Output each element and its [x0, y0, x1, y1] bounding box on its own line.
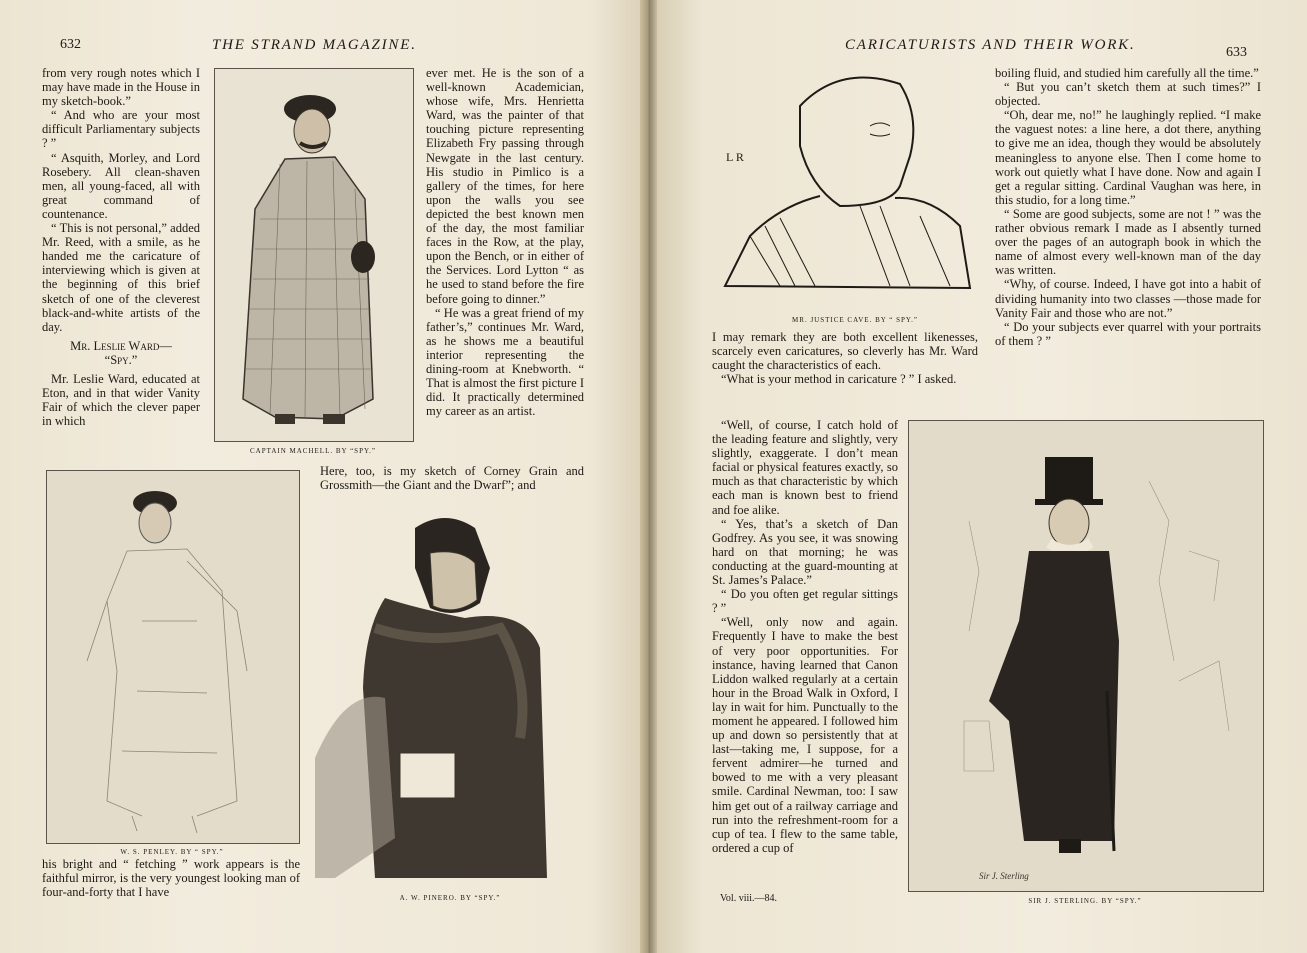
caption-justice-cave: MR. JUSTICE CAVE. BY “ SPY.” — [792, 316, 918, 324]
ws-penley-drawing — [47, 471, 299, 843]
paragraph: “ And who are your most difficult Parliamentary subjects ? ” — [42, 108, 200, 151]
paragraph: “Why, of course. Indeed, I have got into a habit of dividing humanity into two classes —those made for Vanity Fair and those who are not.” — [995, 277, 1261, 320]
paragraph: “ This is not personal,” added Mr. Reed, with a smile, as he handed me the caricature of interviewing which is given at the beginning of this brief sketch of one of the cleverest black-and-white artists of the day. — [42, 221, 200, 334]
paragraph: “ Yes, that’s a sketch of Dan Godfrey. As you see, it was snowing hard on that morning; he was conducting at the guard-mounting at St. James’s Palace.” — [712, 516, 898, 588]
paragraph: his bright and “ fetching ” work appears is the faithful mirror, is the very youngest looking man of four-and-forty that I have — [42, 857, 300, 900]
left-column-1 — [42, 66, 200, 428]
illustration-captain-machell — [214, 68, 414, 442]
left-wide-line — [320, 464, 584, 492]
illustration-sir-j-sterling — [908, 420, 1264, 892]
right-column-a — [712, 418, 898, 855]
justice-cave-drawing — [720, 66, 982, 312]
sir-j-sterling-drawing — [909, 421, 1263, 891]
caption-aw-pinero: A. W. PINERO. BY “SPY.” — [399, 894, 501, 902]
paragraph: “ Do your subjects ever quarrel with your portraits of them ? ” — [995, 319, 1261, 348]
paragraph: “Well, only now and again. Frequently I have to make the best of very poor opportunities. For instance, having learned that Canon Liddon walked regularly at a certain hour in the Broad Walk in Oxford, I lay in wait for him. Punctually to the moment he appeared. I followed him up and down so persistently that at last—taking me, I suppose, for a fervent admirer—he turned and bowed to me with a very pleasant smile. Cardinal Newman, too: I saw him get out of a railway carriage and run into the refreshment-room for a cup of tea. I flew to the same table, ordered a cup of — [712, 615, 898, 855]
illustration-ws-penley — [46, 470, 300, 844]
signature-mark: Vol. viii.—84. — [720, 893, 778, 904]
left-bottom-text — [42, 857, 300, 899]
caption-captain-machell: CAPTAIN MACHELL. BY “SPY.” — [250, 447, 376, 455]
svg-text:Sir J. Sterling: Sir J. Sterling — [979, 871, 1029, 881]
running-head-right: CARICATURISTS AND THEIR WORK. — [845, 37, 1136, 53]
paragraph: “ But you can’t sketch them at such times?” I objected. — [995, 80, 1261, 109]
running-head-left: THE STRAND MAGAZINE. — [212, 37, 417, 53]
paragraph: Here, too, is my sketch of Corney Grain and Grossmith—the Giant and the Dwarf”; and — [320, 464, 584, 493]
right-column-b — [995, 66, 1261, 348]
section-subhead — [42, 339, 200, 367]
svg-text:L R: L R — [726, 150, 744, 164]
paragraph: “ Asquith, Morley, and Lord Rosebery. All clean-shaven men, all young-faced, all with great command of countenance. — [42, 150, 200, 221]
right-column-a-top — [712, 330, 978, 386]
subhead-line-1: Mr. Leslie Ward— — [70, 338, 172, 353]
page-number-right: 633 — [1226, 45, 1247, 60]
illustration-aw-pinero — [315, 508, 565, 888]
aw-pinero-drawing — [315, 508, 565, 888]
captain-machell-drawing — [215, 69, 413, 441]
paragraph: “ Some are good subjects, some are not ! ” was the rather obvious remark I made as I absently turned over the pages of an autograph book in which the name of almost every well-known man of the day was written. — [995, 206, 1261, 278]
illustration-justice-cave — [720, 66, 982, 312]
caption-sir-j-sterling: SIR J. STERLING. BY “SPY.” — [1028, 897, 1142, 905]
paragraph: I may remark they are both excellent likenesses, scarcely even caricatures, so cleverly has Mr. Ward caught the characteristics of each. — [712, 330, 978, 373]
caption-ws-penley: W. S. PENLEY. BY “ SPY.” — [120, 848, 224, 856]
book-gutter — [640, 0, 657, 953]
paragraph: ever met. He is the son of a well-known Academician, whose wife, Mrs. Henrietta Ward, was the painter of that touching picture representing Elizabeth Fry passing through Newgate in the last century. His studio in Pimlico is a gallery of the times, for here upon the walls you see depicted the best known men of the day, the most familiar faces in the Row, at the play, upon the Bench, or in either of the Services. Lord Lytton “ as he used to stand before the fire before going to dinner.” — [426, 66, 584, 306]
paragraph: “ Do you often get regular sittings ? ” — [712, 587, 898, 616]
subhead-line-2: “Spy.” — [104, 352, 138, 367]
paragraph: Mr. Leslie Ward, educated at Eton, and in that wider Vanity Fair of which the clever paper in which — [42, 371, 200, 429]
paragraph: from very rough notes which I may have made in the House in my sketch-book.” — [42, 66, 200, 109]
paragraph: boiling fluid, and studied him carefully all the time.” — [995, 66, 1259, 80]
left-column-2 — [426, 66, 584, 418]
paragraph: “Well, of course, I catch hold of the leading feature and slightly, very slightly, exaggerate. I don’t mean facial or physical features exactly, so much as that characteristic by which each man is known best to friend and foe alike. — [712, 418, 898, 517]
paragraph: “ He was a great friend of my father’s,” continues Mr. Ward, as he shows me a beautiful interior representing the dining-room at Knebworth. “ That is almost the first picture I did. It practically determined my career as an artist. — [426, 305, 584, 419]
paragraph: “What is your method in caricature ? ” I asked. — [721, 372, 957, 387]
page-number-left: 632 — [60, 37, 81, 52]
paragraph: “Oh, dear me, no!” he laughingly replied. “I make the vaguest notes: a line here, a dot there, anything to give me an idea, though they would be absolutely meaningless to anyone else. Then I come home to work out quietly what I have done. Now and again I get a regular sitting. Cardinal Vaughan was here, in this studio, for a long time.” — [995, 108, 1261, 207]
